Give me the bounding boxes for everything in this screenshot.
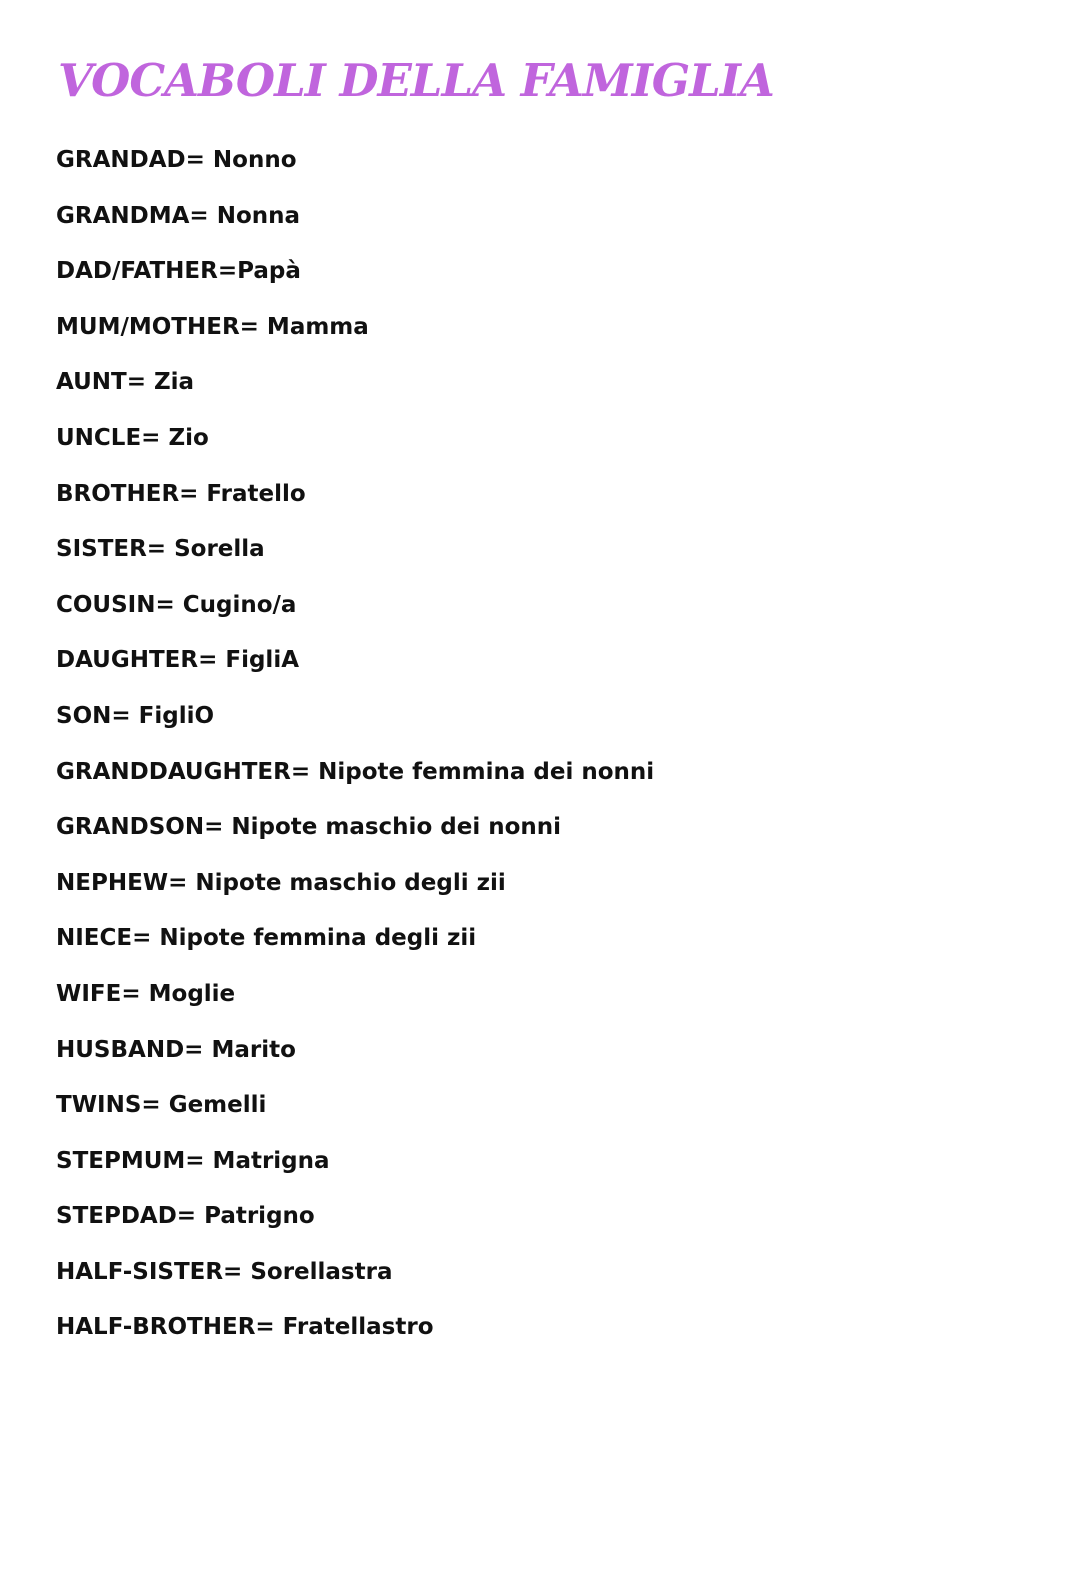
vocabulary-item: HALF-BROTHER= Fratellastro — [56, 1314, 434, 1341]
vocabulary-item: COUSIN= Cugino/a — [56, 591, 297, 618]
vocabulary-item: DAUGHTER= FigliA — [56, 647, 300, 674]
vocabulary-item: SISTER= Sorella — [56, 536, 265, 563]
vocabulary-item: STEPDAD= Patrigno — [56, 1203, 315, 1230]
vocabulary-item: TWINS= Gemelli — [56, 1092, 267, 1119]
vocabulary-item: GRANDMA= Nonna — [56, 202, 301, 229]
vocabulary-item: GRANDSON= Nipote maschio dei nonni — [56, 814, 562, 841]
vocabulary-item: GRANDDAUGHTER= Nipote femmina dei nonni — [56, 758, 655, 785]
vocabulary-item: WIFE= Moglie — [56, 980, 236, 1007]
vocabulary-item: HUSBAND= Marito — [56, 1036, 296, 1063]
vocabulary-item: MUM/MOTHER= Mamma — [56, 313, 369, 340]
page-title: VOCABOLI DELLA FAMIGLIA — [58, 54, 774, 107]
vocabulary-item: NIECE= Nipote femmina degli zii — [56, 925, 477, 952]
vocabulary-item: BROTHER= Fratello — [56, 480, 306, 507]
vocabulary-item: STEPMUM= Matrigna — [56, 1147, 330, 1174]
vocabulary-item: AUNT= Zia — [56, 369, 195, 396]
vocabulary-item: HALF-SISTER= Sorellastra — [56, 1258, 393, 1285]
vocabulary-item: NEPHEW= Nipote maschio degli zii — [56, 869, 506, 896]
vocabulary-item: SON= FigliO — [56, 702, 215, 729]
vocabulary-item: DAD/FATHER=Papà — [56, 258, 301, 285]
vocabulary-item: UNCLE= Zio — [56, 424, 209, 451]
vocabulary-list — [56, 142, 654, 1365]
vocabulary-item: GRANDAD= Nonno — [56, 147, 297, 173]
